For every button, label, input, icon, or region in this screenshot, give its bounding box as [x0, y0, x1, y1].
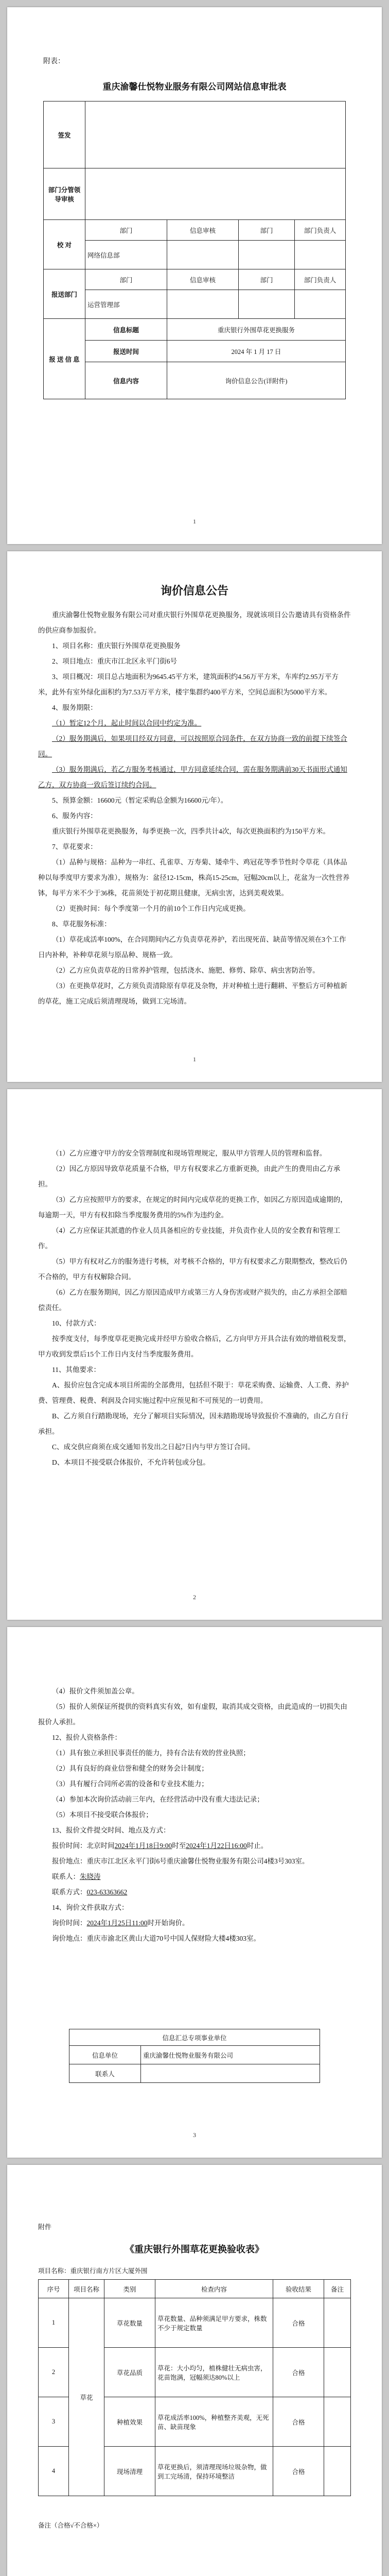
th-no: 序号 [39, 2280, 69, 2298]
submit-info-label: 报 送 信 息 [44, 319, 85, 399]
clause-d1: （4）报价文件须加盖公章。 [52, 1687, 139, 1695]
page-title: 询价信息公告 [160, 584, 228, 597]
dept-header-3: 部门 [85, 269, 167, 290]
dept-header-4: 部门 [239, 269, 295, 290]
page-number: 1 [193, 518, 196, 525]
clause-a2: （2）因乙方原因导致草花质量不合格，甲方有权要求乙方重新更换，由此产生的费用由乙方承担。 [38, 1165, 341, 1188]
payment-heading: 10、付款方式： [52, 1319, 101, 1327]
standard-3: （3）在更换草花时，乙方须负责清除原有草花及杂物，并对种植土进行翻耕、平整后方可种植新的草花，施工完成后须清理现场，做到工完场清。 [38, 982, 347, 1005]
inquiry-heading: 14、询价文件获取方式： [52, 1904, 129, 1911]
other-req-c: C、成交供应商须在成交通知书发出之日起7日内与甲方签订合同。 [52, 1443, 255, 1451]
phone-line: 联系方式：023-63363662 [52, 1888, 128, 1896]
table-row: 3 种植效果 草花成活率100%，种植整齐美观，无死苗、缺苗现象 合格 [39, 2397, 351, 2447]
ops-dept-cell: 运营管理部 [85, 290, 167, 319]
submission-heading: 13、报价文件提交时间、地点及方式： [52, 1826, 170, 1834]
service-content-text: 重庆银行外围草花更换服务，每季更换一次，四季共计4次，每次更换面积约为150平方米。 [52, 827, 330, 835]
item-service-period: 4、服务期限： [52, 704, 97, 711]
quote-place: 报价地点：重庆市江北区永平门街6号重庆渝馨仕悦物业服务有限公司4楼3号303室。 [52, 1857, 309, 1865]
sign-label: 签发 [44, 101, 85, 168]
group-label: 草花 [69, 2298, 104, 2496]
contact-table-val-1: 重庆渝馨仕悦物业服务有限公司 [141, 2046, 320, 2064]
acceptance-title: 《重庆银行外围草花更换验收表》 [125, 2244, 264, 2255]
item-flower-requirements: 7、草花要求： [52, 843, 97, 851]
other-req-d: D、本项目不接受联合体报价，不允许转包或分包。 [52, 1459, 210, 1466]
page-2 [7, 551, 382, 1082]
info-body-value: 询价信息公告(详附件) [167, 362, 346, 399]
info-title-label: 信息标题 [85, 319, 167, 341]
service-period-3: （3）服务期满后，若乙方服务考核通过，甲方同意延续合同，需在服务期满前30天书面形式通知乙方，双方协商一致后签订续约合同。 [38, 766, 347, 789]
acceptance-table [38, 2279, 351, 2496]
online-check-cell: 网络信息部 [85, 241, 167, 269]
th-check: 检查内容 [155, 2280, 273, 2298]
inquiry-place: 询价地点：重庆市渝北区黄山大道70号中国人保财险大楼4楼303室。 [52, 1935, 260, 1942]
dept-head-header-2: 部门负责人 [295, 269, 346, 290]
dept-header-2: 部门 [239, 220, 295, 241]
qual-2: （2）具有良好的商业信誉和健全的财务会计制度； [52, 1765, 208, 1772]
dept-header: 部门 [85, 220, 167, 241]
clause-a3: （3）乙方应按照甲方的要求，在规定的时间内完成草花的更换工作，如因乙方原因造成逾期的，每逾期一天，甲方有权扣除当季度服务费用的5%作为违约金。 [38, 1196, 347, 1219]
annex-label: 附表： [43, 58, 65, 65]
service-period-1: （1）暂定12个月，起止时间以合同中约定为准。 [52, 719, 202, 727]
qualification-heading: 12、报价人资格条件： [52, 1734, 121, 1741]
qual-3: （3）具有履行合同所必需的设备和专业技术能力； [52, 1780, 208, 1788]
leader-label: 部门分管领导审核 [44, 168, 85, 220]
other-req-a: A、报价应包含完成本项目所需的全部费用，包括但不限于：草花采购费、运输费、人工费、养护费、管理费、税费、利润及合同实施过程中应预见和不可预见的一切费用。 [38, 1381, 349, 1404]
page-3 [7, 1089, 382, 1620]
page-number: 1 [193, 1056, 196, 1063]
payment-text: 按季度支付，每季度草花更换完成并经甲方验收合格后，乙方向甲方开具合法有效的增值税发票，甲方收到发票后15个工作日内支付当季度服务费用。 [38, 1335, 351, 1358]
item-project-overview: 3、项目概况：项目总占地面积为9645.45平方米，建筑面积约4.56万平方米，车库约2.95万平方米，此外有室外绿化面积约为7.53万平方米，楼宇集群约400平方米，空间总面积为5000平方米。 [38, 673, 339, 696]
th-remark: 备注 [324, 2280, 351, 2298]
approval-form-title: 重庆渝馨仕悦物业服务有限公司网站信息审批表 [102, 82, 287, 92]
qual-4: （4）参加本次询价活动前三年内，在经营活动中没有重大违法记录； [52, 1795, 264, 1803]
clause-a1: （1）乙方应遵守甲方的安全管理制度和现场管理规定，服从甲方管理人员的管理和监督。 [52, 1149, 327, 1157]
other-req-b: B、乙方须自行踏勘现场，充分了解项目实际情况，因未踏勘现场导致报价不准确的，由乙方自行承担。 [38, 1412, 349, 1435]
info-title-value: 重庆银行外围草花更换服务 [167, 319, 346, 341]
table-row: 1 草花 草花数量 草花数量、品种须满足甲方要求，株数不少于规定数量 合格 [39, 2298, 351, 2348]
sign-cell [85, 101, 346, 168]
contact-table-val-2 [141, 2064, 320, 2083]
approval-table [43, 101, 346, 399]
send-time-value: 2024 年 1 月 17 日 [167, 341, 346, 362]
leader-cell [85, 168, 346, 220]
clause-a6: （6）乙方在服务期间，因乙方原因造成甲方或第三方人身伤害或财产损失的，由乙方承担全部赔偿责任。 [38, 1289, 347, 1312]
annex-label: 附件 [38, 2223, 52, 2231]
item-project-site: 2、项目地点：重庆市江北区永平门街6号 [52, 657, 177, 665]
contact-table-key-1: 信息单位 [69, 2046, 141, 2064]
send-time-label: 报送时间 [85, 341, 167, 362]
qual-1: （1）具有独立承担民事责任的能力，持有合法有效的营业执照； [52, 1749, 250, 1757]
flower-replace-time: （2）更换时间：每个季度第一个月的前10个工作日内完成更换。 [52, 905, 250, 912]
page-5 [7, 2165, 382, 2576]
clause-a4: （4）乙方应保证其派遣的作业人员具备相应的专业技能，并负责作业人员的安全教育和管理工作。 [38, 1227, 341, 1250]
flower-spec: （1）品种与规格：品种为一串红、孔雀草、万寿菊、矮牵牛、鸡冠花等季节性时令草花（具体品种以每季度甲方要求为准），规格为：盆径12-15cm，株高15-25cm，冠幅20cm以上，花盆为一次性营养钵，每平方米不少于36株，花苗须处于初花期且健康，无病虫害，达到美观效果。 [38, 858, 350, 897]
contact-line: 联系人：朱晓涛 [52, 1873, 101, 1880]
contact-table-head: 信息汇总专项事业单位 [69, 2029, 320, 2046]
service-period-2: （2）服务期满后，如果项目经双方同意，可以按照原合同条件，在双方协商一致的前提下续签合同。 [38, 735, 347, 758]
item-project-name: 1、项目名称：重庆银行外围草花更换服务 [52, 642, 181, 650]
dept-head-header: 部门负责人 [295, 220, 346, 241]
table-row: 2 草花品质 草花：大小均匀，植株健壮无病虫害，花苗饱满，冠幅须达80%以上 合格 [39, 2348, 351, 2397]
apply-label: 报送部门 [44, 269, 85, 319]
page-1 [7, 7, 382, 544]
th-project: 项目名称 [69, 2280, 104, 2298]
proofread-label: 校 对 [44, 220, 85, 269]
qual-5: （5）本项目不接受联合体报价； [52, 1811, 153, 1819]
standard-1: （1）草花成活率100%，在合同期间内乙方负责草花养护，若出现死苗、缺苗等情况须在3个工作日内补种，补种草花须与原品种、规格一致。 [38, 936, 346, 959]
remark-note: 备注（合格√不合格×） [38, 2522, 103, 2529]
standard-2: （2）乙方应负责草花的日常养护管理，包括浇水、施肥、修剪、除草、病虫害防治等。 [52, 967, 320, 974]
info-reviewer-header-2: 信息审核 [167, 269, 239, 290]
th-category: 类别 [104, 2280, 155, 2298]
info-body-label: 信息内容 [85, 362, 167, 399]
th-result: 验收结果 [273, 2280, 324, 2298]
table-row: 4 现场清理 草花更换后，须清理现场垃圾杂物，做到工完场清，保持环境整洁 合格 [39, 2447, 351, 2496]
clause-a5: （5）甲方有权对乙方的服务进行考核，对考核不合格的，甲方有权要求乙方限期整改，整改后仍不合格的，甲方有权解除合同。 [38, 1258, 347, 1281]
item-budget: 5、预算金额：16600元（暂定采购总金额为16600元/年）。 [52, 796, 228, 804]
page-number: 3 [193, 2131, 196, 2139]
intro-paragraph: 重庆渝馨仕悦物业服务有限公司对重庆银行外围草花更换服务，现就该项目公告邀请具有资格条件的供应商参加报价。 [38, 611, 351, 634]
contact-table [69, 2029, 320, 2083]
clause-d2: （5）报价人须保证所提供的资料真实有效，如有虚假，取消其成交资格，由此造成的一切损失由报价人承担。 [38, 1703, 347, 1726]
contact-table-key-2: 联系人 [69, 2064, 141, 2083]
other-req-heading: 11、其他要求： [52, 1366, 100, 1374]
page-number: 2 [193, 1594, 196, 1601]
info-reviewer-header: 信息审核 [167, 220, 239, 241]
item-service-content: 6、服务内容： [52, 812, 97, 820]
acceptance-meta: 项目名称：重庆银行南方片区大厦外围 [38, 2267, 148, 2275]
item-service-standard: 8、草花服务标准： [52, 920, 111, 928]
page-4 [7, 1627, 382, 2158]
quote-time-line: 报价时间：北京时间2024年1月18日9:00时至2024年1月22日16:00时止。 [52, 1842, 268, 1850]
inquiry-time-line: 询价时间：2024年1月25日11:00时开始询价。 [52, 1919, 189, 1927]
